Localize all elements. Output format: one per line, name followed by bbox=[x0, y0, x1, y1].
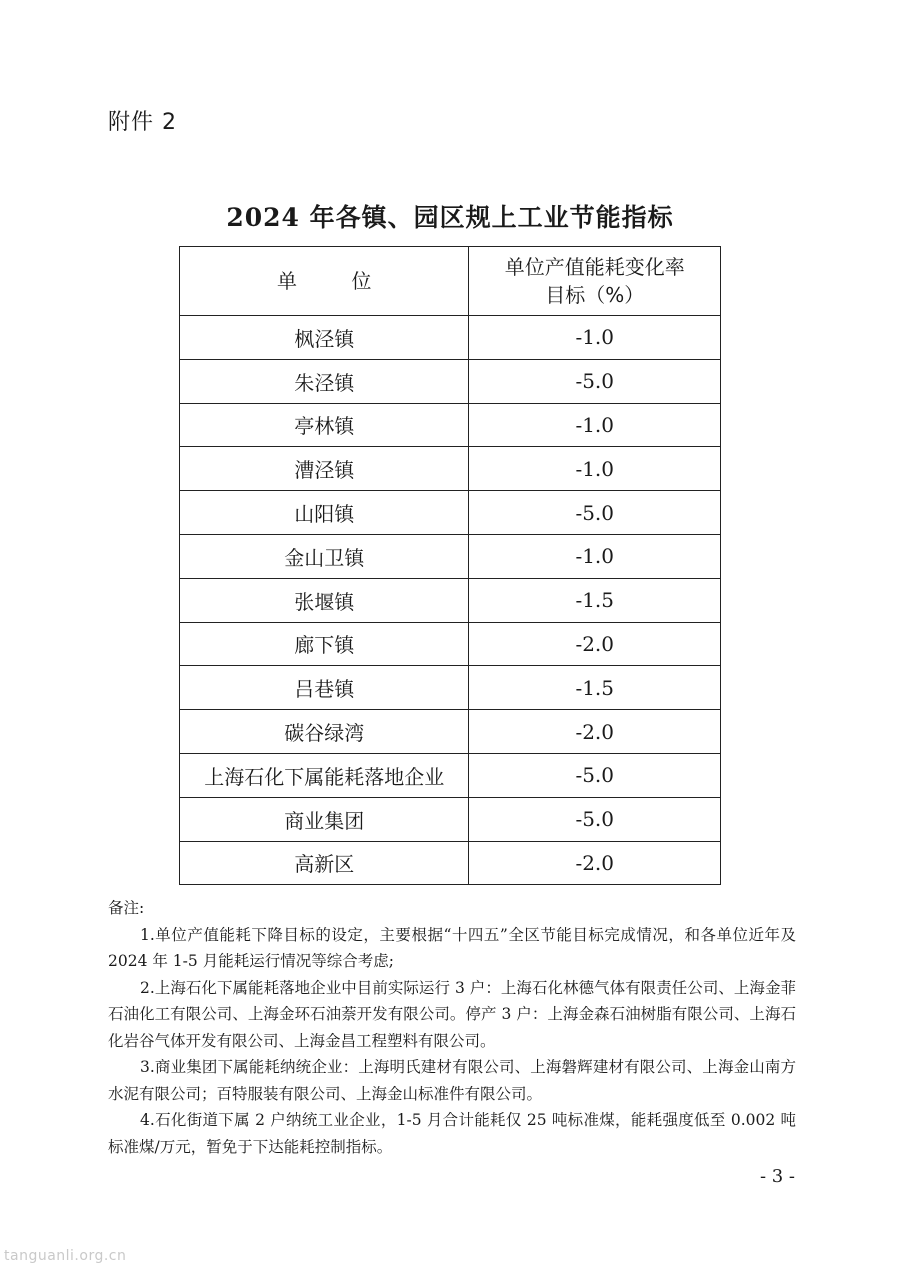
table-body bbox=[180, 316, 721, 885]
cell-unit: 吕巷镇 bbox=[180, 666, 469, 710]
cell-unit: 亭林镇 bbox=[180, 403, 469, 447]
header-rate-line2: 目标（%） bbox=[545, 283, 645, 307]
header-unit: 单 位 bbox=[180, 247, 469, 316]
cell-unit: 金山卫镇 bbox=[180, 534, 469, 578]
table-row bbox=[180, 447, 721, 491]
table-row bbox=[180, 491, 721, 535]
table-row bbox=[180, 797, 721, 841]
cell-unit: 漕泾镇 bbox=[180, 447, 469, 491]
attachment-label: 附件 2 bbox=[108, 110, 177, 135]
cell-unit: 张堰镇 bbox=[180, 578, 469, 622]
cell-unit: 枫泾镇 bbox=[180, 316, 469, 360]
table-row bbox=[180, 710, 721, 754]
table-row bbox=[180, 403, 721, 447]
cell-rate: -1.5 bbox=[469, 666, 721, 710]
cell-unit: 朱泾镇 bbox=[180, 359, 469, 403]
energy-targets-table bbox=[179, 246, 721, 885]
cell-rate: -2.0 bbox=[469, 710, 721, 754]
cell-rate: -5.0 bbox=[469, 753, 721, 797]
cell-unit: 商业集团 bbox=[180, 797, 469, 841]
note-item: 3.商业集团下属能耗纳统企业：上海明氏建材有限公司、上海磐辉建材有限公司、上海金山南方水泥有限公司；百特服装有限公司、上海金山标准件有限公司。 bbox=[108, 1058, 796, 1103]
cell-rate: -1.0 bbox=[469, 534, 721, 578]
cell-rate: -5.0 bbox=[469, 359, 721, 403]
cell-rate: -1.0 bbox=[469, 316, 721, 360]
cell-rate: -5.0 bbox=[469, 491, 721, 535]
page-number: - 3 - bbox=[759, 1166, 795, 1187]
cell-unit: 廊下镇 bbox=[180, 622, 469, 666]
table-row bbox=[180, 359, 721, 403]
table-row bbox=[180, 534, 721, 578]
cell-unit: 山阳镇 bbox=[180, 491, 469, 535]
cell-rate: -5.0 bbox=[469, 797, 721, 841]
watermark: tanguanli.org.cn bbox=[4, 1248, 127, 1264]
table-header-row bbox=[180, 247, 721, 316]
cell-rate: -1.0 bbox=[469, 403, 721, 447]
table-row bbox=[180, 666, 721, 710]
notes-label: 备注: bbox=[108, 899, 145, 917]
cell-unit: 上海石化下属能耗落地企业 bbox=[180, 753, 469, 797]
table-row bbox=[180, 578, 721, 622]
note-item: 4.石化街道下属 2 户纳统工业企业，1-5 月合计能耗仅 25 吨标准煤，能耗强度低至 0.002 吨标准煤/万元，暂免于下达能耗控制指标。 bbox=[108, 1111, 796, 1156]
notes-section bbox=[108, 895, 796, 1160]
cell-rate: -1.0 bbox=[469, 447, 721, 491]
header-rate-line1: 单位产值能耗变化率 bbox=[504, 255, 685, 279]
cell-rate: -2.0 bbox=[469, 622, 721, 666]
cell-rate: -2.0 bbox=[469, 841, 721, 885]
note-item: 1.单位产值能耗下降目标的设定，主要根据“十四五”全区节能目标完成情况，和各单位近年及 2024 年 1-5 月能耗运行情况等综合考虑; bbox=[108, 925, 796, 970]
cell-unit: 高新区 bbox=[180, 841, 469, 885]
cell-unit: 碳谷绿湾 bbox=[180, 710, 469, 754]
note-item: 2.上海石化下属能耗落地企业中目前实际运行 3 户：上海石化林德气体有限责任公司、上海金菲石油化工有限公司、上海金环石油萘开发有限公司。停产 3 户：上海金森石油树脂有限公司、上海石化岩谷气体开发有限公司、上海金昌工程塑料有限公司。 bbox=[108, 978, 796, 1050]
page-title: 2024 年各镇、园区规上工业节能指标 bbox=[226, 203, 674, 232]
cell-rate: -1.5 bbox=[469, 578, 721, 622]
table-row bbox=[180, 622, 721, 666]
header-rate-target bbox=[469, 247, 721, 316]
table-row bbox=[180, 753, 721, 797]
table-row bbox=[180, 841, 721, 885]
table-row bbox=[180, 316, 721, 360]
